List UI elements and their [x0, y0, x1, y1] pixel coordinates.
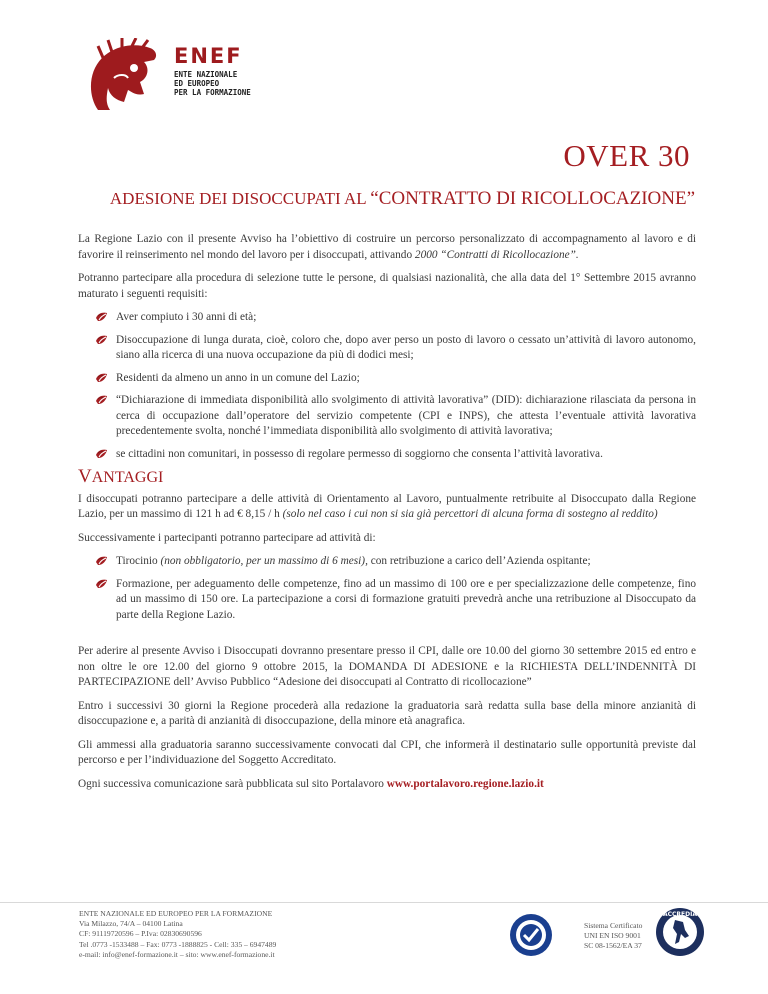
activity-emphasis: (non obbligatorio, per un massimo di 6 mesi),: [160, 555, 368, 567]
subtitle-part2: “CONTRATTO DI RICOLLOCAZIONE”: [370, 188, 695, 209]
footer-line: ENTE NAZIONALE ED EUROPEO PER LA FORMAZIONE: [79, 909, 273, 918]
activity-lead: Formazione, per adeguamento delle competenze, fino ad un massimo di 100 ore e per specializzazione delle competenze, fino ad un massimo di 150 ore. La partecipazione a corsi di formazione gratuiti prevedrà anche una retribuzione al Disoccupato da parte della Regione Lazio.: [116, 577, 696, 621]
paragraph: Gli ammessi alla graduatoria saranno successivamente convocati dal CPI, che informerà il destinatario sulle opportunità previste dal percorso e per l’individuazione del Soggetto Accreditato.: [78, 738, 696, 766]
final-paragraph: [78, 777, 696, 793]
paragraph: Entro i successivi 30 giorni la Regione procederà alla redazione la graduatoria sarà redatta sulla base della minore anzianità di disoccupazione e, a parità di anzianità di disoccupazione, della minore età anagrafica.: [78, 699, 696, 727]
footer-line: e-mail: info@enef-formazione.it – sito: www.enef-formazione.it: [79, 949, 275, 959]
intro-paragraph: [78, 232, 696, 263]
logo-subtitle: ENTE NAZIONALE ED EUROPEO PER LA FORMAZIONE: [174, 70, 251, 97]
vantaggi-text: I disoccupati potranno partecipare a delle attività di Orientamento al Lavoro, puntualmente retribuite al Disoccupato dalla Regione Lazio, per un massimo di 121 h ad € 8,15 / h: [78, 492, 696, 520]
footer-line: Via Milazzo, 74/A – 04100 Latina: [79, 919, 183, 929]
bullet-icon: [95, 334, 109, 346]
requirements-list: [78, 310, 696, 462]
list-item: [116, 447, 696, 463]
cert-line: UNI EN ISO 9001: [584, 931, 641, 941]
requirement-text: Disoccupazione di lunga durata, cioè, coloro che, dopo aver perso un posto di lavoro o cessato un’attività di lavoro autonomo, siano alla ricerca di una nuova occupazione da più di dodici mesi;: [116, 333, 696, 361]
accredia-seal-icon: [655, 906, 705, 958]
requirement-text: “Dichiarazione di immediata disponibilità allo svolgimento di attività lavorativa” (DID): dichiarazione rilasciata da persona in cerca di occupazione dall’operatore del servizio competente (CPI e INPS), che attesta l’eventuale attività lavorativa precedentemente svolta, nonché l’immediata disponibilità allo svolgimento di attività lavorativa;: [116, 394, 696, 437]
document-body: [78, 232, 696, 800]
bullet-icon: [95, 372, 109, 384]
list-item: [116, 577, 696, 624]
bullet-icon: [95, 311, 109, 323]
eligibility-paragraph: Potranno partecipare alla procedura di selezione tutte le persone, di qualsiasi nazionalità, che alla data del 1° Settembre 2015 avranno maturato i seguenti requisiti:: [78, 272, 696, 300]
subtitle-part1: ADESIONE DEI DISOCCUPATI AL: [109, 189, 367, 208]
requirement-text: se cittadini non comunitari, in possesso di regolare permesso di soggiorno che consenta l’attività lavorativa.: [116, 447, 603, 460]
activity-rest: con retribuzione a carico dell’Azienda ospitante;: [367, 555, 591, 567]
logo-wordmark: ENEF: [174, 44, 243, 68]
list-item: [116, 393, 696, 440]
intro-text: La Regione Lazio con il presente Avviso ha l’obiettivo di costruire un percorso personalizzato di accompagnamento al lavoro e di favorire il reinserimento nel mondo del lavoro per i disoccupati, attivando: [78, 233, 696, 261]
bullet-icon: [95, 394, 109, 406]
footer-line: CF: 91119720596 – P.Iva: 02830690596: [79, 929, 202, 939]
vantaggi-paragraph: [78, 492, 696, 523]
page-title: OVER 30: [563, 138, 690, 173]
section-heading-vantaggi: [78, 466, 696, 487]
accredia-label: ACCREDIA: [662, 911, 698, 918]
list-item: [116, 333, 696, 364]
activities-intro: Successivamente i partecipanti potranno partecipare ad attività di:: [78, 531, 376, 544]
vantaggi-emphasis: (solo nel caso i cui non si sia già percettori di alcuna forma di sostegno al reddito): [282, 508, 658, 520]
certification-info: [584, 921, 642, 952]
heading-rest: ANTAGGI: [91, 469, 164, 486]
page-subtitle: [110, 188, 695, 210]
list-item: [116, 310, 696, 326]
cert-line: Sistema Certificato: [584, 921, 643, 930]
bullet-icon: [95, 555, 109, 567]
paragraph: Per aderire al presente Avviso i Disoccupati dovranno presentare presso il CPI, dalle ore 10.00 del giorno 30 settembre 2015 ed entro e non oltre le ore 12.00 del giorno 9 ottobre 2015, la DOMANDA DI ADESIONE e la RICHIESTA DELL’INDENNITÀ DI PARTECIPAZIONE dell’ Avviso Pubblico “Adesione dei disoccupati al Contratto di ricollocazione”: [78, 645, 696, 688]
heading-initial: V: [78, 466, 92, 487]
footer-line: Tel .0773 -1533488 – Fax: 0773 -1888825 - Cell: 335 – 6947489: [79, 939, 277, 949]
bullet-icon: [95, 578, 109, 590]
footer-divider: [0, 902, 768, 903]
footer-contacts: [79, 909, 276, 960]
cert-line: SC 08-1562/EA 37: [584, 941, 642, 951]
enef-logo: [84, 38, 254, 116]
activities-list: [78, 554, 696, 623]
requirement-text: Aver compiuto i 30 anni di età;: [116, 311, 257, 323]
activity-lead: Tirocinio: [116, 555, 161, 567]
portalavoro-link[interactable]: www.portalavoro.regione.lazio.it: [386, 777, 544, 790]
list-item: [116, 371, 696, 387]
warrior-helmet-icon: [84, 38, 174, 116]
requirement-text: Residenti da almeno un anno in un comune del Lazio;: [116, 371, 360, 384]
certification-seal-icon: [509, 913, 553, 957]
bullet-icon: [95, 448, 109, 460]
list-item: [116, 554, 696, 570]
final-text: Ogni successiva comunicazione sarà pubblicata sul sito Portalavoro: [78, 777, 387, 790]
intro-emphasis: 2000 “Contratti di Ricollocazione”.: [414, 248, 579, 261]
